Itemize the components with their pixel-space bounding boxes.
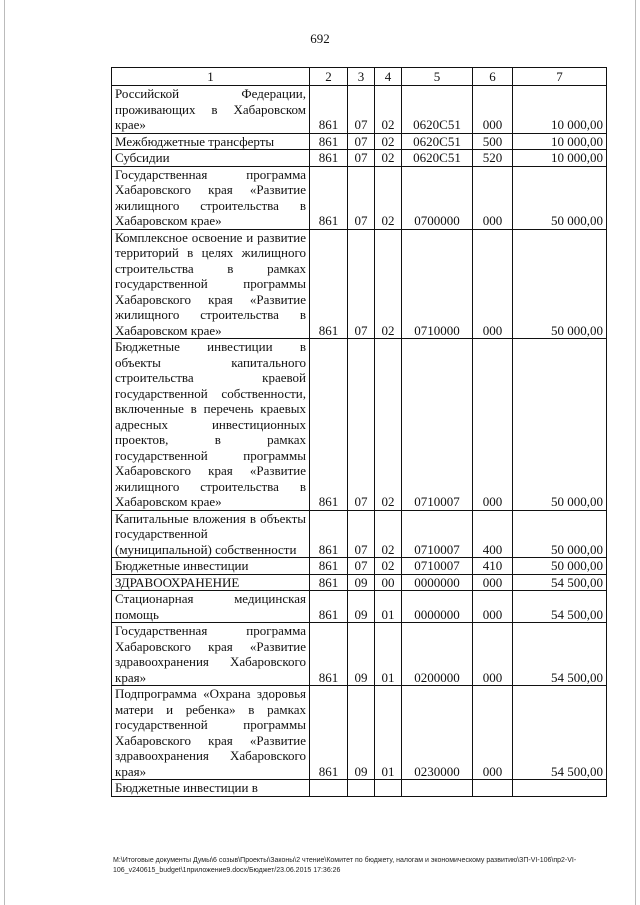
page-number: 692 (310, 31, 330, 46)
row-value-cell: 861 (310, 229, 348, 339)
row-value-cell: 000 (473, 574, 513, 591)
row-value-cell: 07 (348, 86, 375, 134)
row-value-cell: 0620С51 (402, 133, 473, 150)
table-header-row (112, 68, 607, 86)
row-value-cell: 07 (348, 229, 375, 339)
row-value-cell (513, 780, 607, 797)
row-value-cell: 000 (473, 591, 513, 623)
row-value-cell: 861 (310, 686, 348, 780)
row-value-cell (402, 780, 473, 797)
row-value-cell: 500 (473, 133, 513, 150)
row-value-cell: 0710007 (402, 558, 473, 575)
row-value-cell: 07 (348, 166, 375, 229)
row-value-cell: 000 (473, 339, 513, 511)
row-value-cell (310, 780, 348, 797)
footer-path-line: M:\Итоговые документы Думы\6 созыв\Проекты\Законы\2 чтение\Комитет по бюджету, налогам и экономическому развитию\ЗП-VI-106\пр2-VI- (113, 857, 577, 864)
column-header: 4 (375, 68, 402, 86)
column-header: 5 (402, 68, 473, 86)
row-name-cell: Межбюджетные трансферты (112, 133, 310, 150)
row-value-cell: 09 (348, 591, 375, 623)
column-header: 6 (473, 68, 513, 86)
row-name-cell: Стационарная медицинская помощь (112, 591, 310, 623)
row-value-cell: 000 (473, 166, 513, 229)
row-value-cell: 50 000,00 (513, 558, 607, 575)
row-value-cell: 09 (348, 686, 375, 780)
row-value-cell: 0620С51 (402, 150, 473, 167)
row-value-cell: 861 (310, 166, 348, 229)
row-value-cell: 000 (473, 623, 513, 686)
table-row (112, 86, 607, 134)
row-value-cell: 54 500,00 (513, 574, 607, 591)
row-value-cell: 0620С51 (402, 86, 473, 134)
row-value-cell: 10 000,00 (513, 133, 607, 150)
row-value-cell: 54 500,00 (513, 591, 607, 623)
row-value-cell: 520 (473, 150, 513, 167)
row-name-cell: Государственная программа Хабаровского края «Развитие жилищного строительства в Хабаровском крае» (112, 166, 310, 229)
row-value-cell: 861 (310, 510, 348, 558)
row-value-cell: 000 (473, 86, 513, 134)
row-name-cell: Капитальные вложения в объекты государственной (муниципальной) собственности (112, 510, 310, 558)
row-value-cell: 861 (310, 133, 348, 150)
row-value-cell: 02 (375, 510, 402, 558)
row-value-cell: 0710007 (402, 339, 473, 511)
table-row (112, 780, 607, 797)
row-value-cell: 861 (310, 86, 348, 134)
row-value-cell: 02 (375, 229, 402, 339)
row-value-cell: 01 (375, 591, 402, 623)
row-value-cell: 861 (310, 623, 348, 686)
column-header: 2 (310, 68, 348, 86)
row-value-cell: 07 (348, 510, 375, 558)
row-value-cell: 861 (310, 591, 348, 623)
table-row (112, 339, 607, 511)
row-value-cell: 02 (375, 133, 402, 150)
row-value-cell: 50 000,00 (513, 166, 607, 229)
row-name-cell: Государственная программа Хабаровского края «Развитие здравоохранения Хабаровского края» (112, 623, 310, 686)
row-value-cell: 861 (310, 574, 348, 591)
row-value-cell (375, 780, 402, 797)
row-value-cell: 000 (473, 229, 513, 339)
row-value-cell: 0000000 (402, 591, 473, 623)
row-value-cell: 0710007 (402, 510, 473, 558)
budget-table (111, 67, 607, 797)
table-row (112, 166, 607, 229)
row-value-cell: 0230000 (402, 686, 473, 780)
table-row (112, 510, 607, 558)
right-scan-edge (635, 0, 636, 905)
row-value-cell: 02 (375, 339, 402, 511)
row-name-cell: Субсидии (112, 150, 310, 167)
row-value-cell: 02 (375, 86, 402, 134)
row-value-cell: 861 (310, 339, 348, 511)
row-value-cell: 410 (473, 558, 513, 575)
row-name-cell: Подпрограмма «Охрана здоровья матери и ребенка» в рамках государственной программы Хабаровского края «Развитие здравоохранения Хабаровского края» (112, 686, 310, 780)
row-name-cell: Бюджетные инвестиции (112, 558, 310, 575)
row-name-cell: Бюджетные инвестиции в (112, 780, 310, 797)
table-row (112, 150, 607, 167)
row-value-cell: 01 (375, 686, 402, 780)
row-value-cell: 09 (348, 574, 375, 591)
row-value-cell: 0000000 (402, 574, 473, 591)
table-row (112, 591, 607, 623)
table-row (112, 558, 607, 575)
table-row (112, 574, 607, 591)
row-value-cell: 01 (375, 623, 402, 686)
row-value-cell (473, 780, 513, 797)
row-value-cell: 000 (473, 686, 513, 780)
row-value-cell: 07 (348, 558, 375, 575)
table-row (112, 623, 607, 686)
document-path-footer (113, 856, 618, 876)
row-name-cell: ЗДРАВООХРАНЕНИЕ (112, 574, 310, 591)
row-value-cell: 00 (375, 574, 402, 591)
left-scan-edge (4, 0, 5, 905)
row-name-cell: Комплексное освоение и развитие территорий в целях жилищного строительства в рамках государственной программы Хабаровского края «Развитие жилищного строительства в Хабаровском крае» (112, 229, 310, 339)
row-value-cell: 02 (375, 558, 402, 575)
row-value-cell: 861 (310, 150, 348, 167)
row-value-cell: 0710000 (402, 229, 473, 339)
row-value-cell: 54 500,00 (513, 623, 607, 686)
row-value-cell: 400 (473, 510, 513, 558)
row-name-cell: Бюджетные инвестиции в объекты капитального строительства краевой государственной собственности, включенные в перечень краевых адресных инвестиционных проектов, в рамках государственной программы Хабаровского края «Развитие жилищного строительства в Хабаровском крае» (112, 339, 310, 511)
table-row (112, 686, 607, 780)
row-value-cell: 10 000,00 (513, 150, 607, 167)
column-header: 3 (348, 68, 375, 86)
row-value-cell: 50 000,00 (513, 510, 607, 558)
row-value-cell: 09 (348, 623, 375, 686)
row-value-cell: 10 000,00 (513, 86, 607, 134)
table-body (112, 86, 607, 797)
row-value-cell: 50 000,00 (513, 229, 607, 339)
footer-path-line: 106_v240615_budget\1приложение9.docx/Бюджет/23.06.2015 17:36:26 (113, 867, 341, 874)
row-value-cell: 02 (375, 166, 402, 229)
row-value-cell: 07 (348, 133, 375, 150)
row-value-cell: 54 500,00 (513, 686, 607, 780)
row-value-cell (348, 780, 375, 797)
column-header: 7 (513, 68, 607, 86)
table-row (112, 229, 607, 339)
row-value-cell: 02 (375, 150, 402, 167)
row-value-cell: 50 000,00 (513, 339, 607, 511)
row-value-cell: 07 (348, 150, 375, 167)
column-header: 1 (112, 68, 310, 86)
row-value-cell: 0700000 (402, 166, 473, 229)
row-value-cell: 861 (310, 558, 348, 575)
row-name-cell: Российской Федерации, проживающих в Хабаровском крае» (112, 86, 310, 134)
row-value-cell: 0200000 (402, 623, 473, 686)
row-value-cell: 07 (348, 339, 375, 511)
table-row (112, 133, 607, 150)
